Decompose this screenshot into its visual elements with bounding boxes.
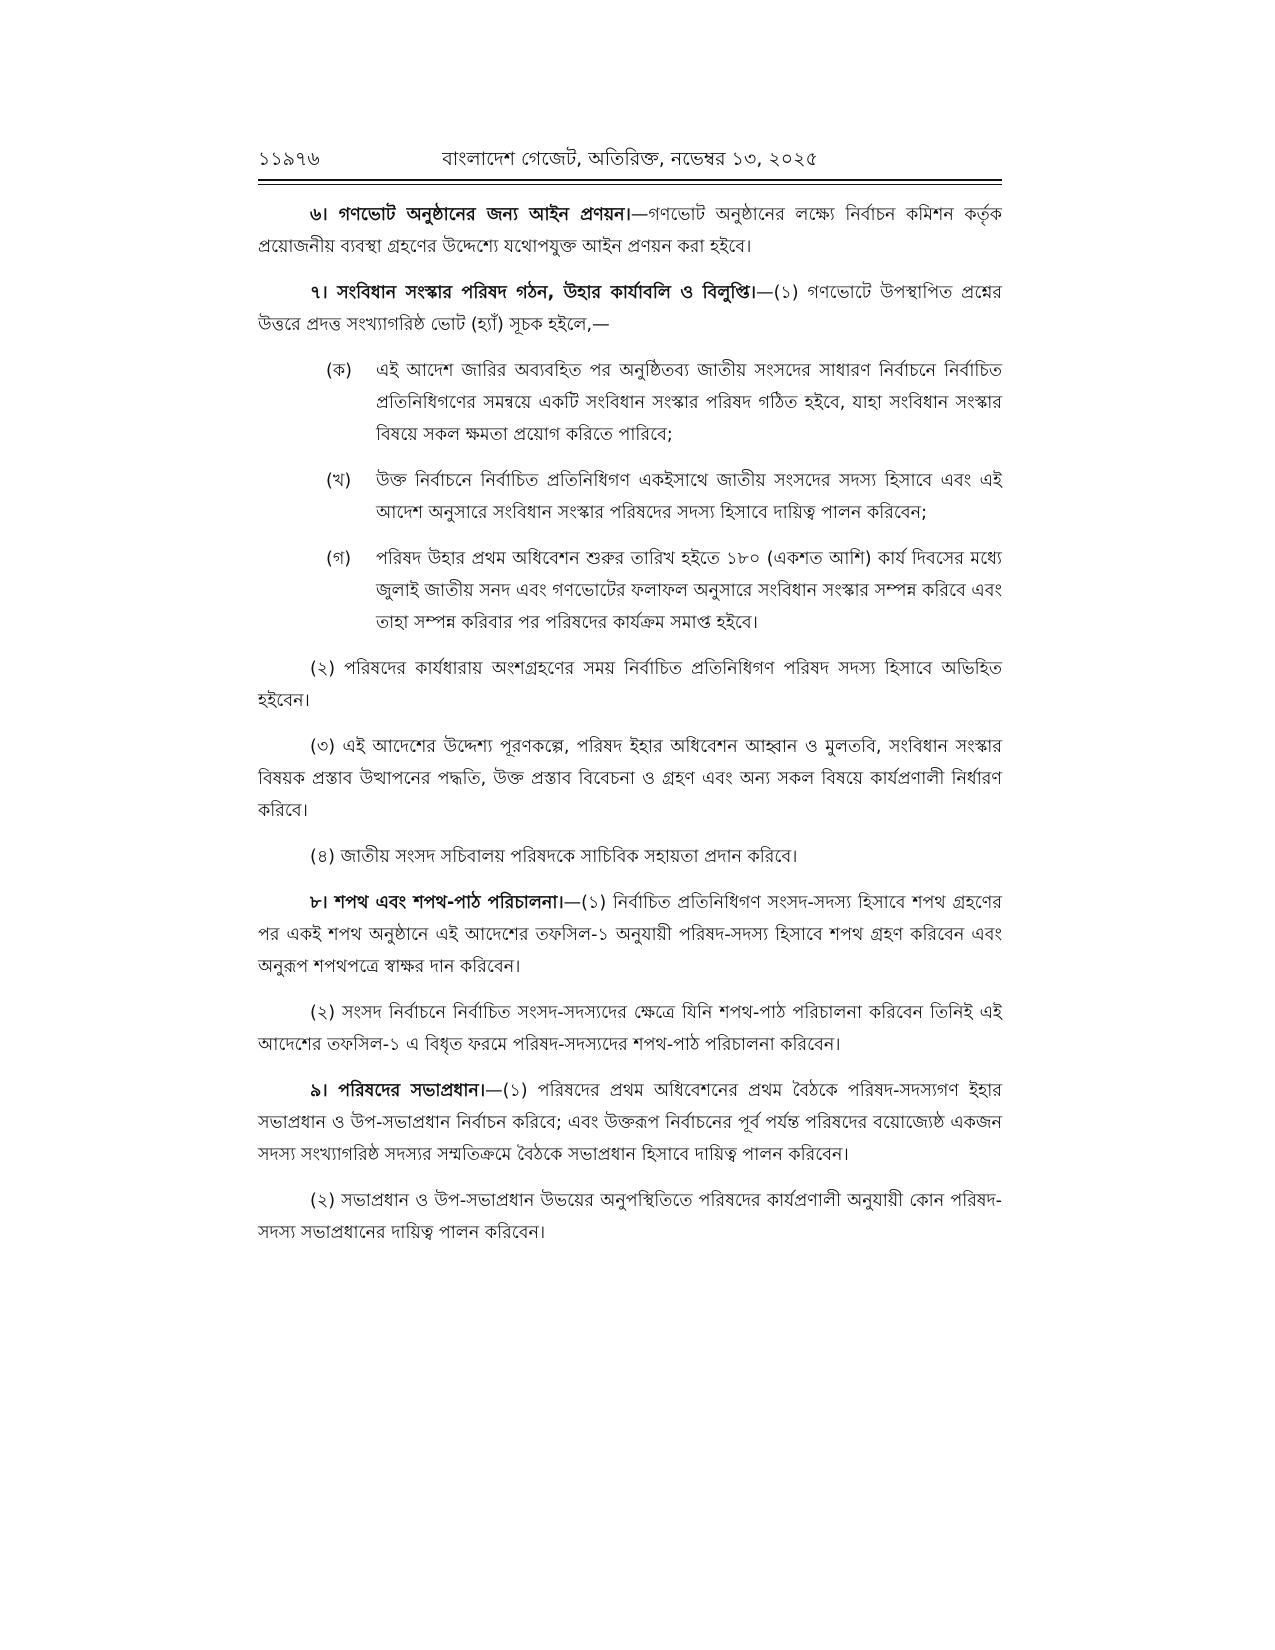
page-header [258,145,1002,175]
gazette-title: বাংলাদেশ গেজেট, অতিরিক্ত, নভেম্বর ১৩, ২০২৫ [442,148,818,170]
section-heading: ৯। পরিষদের সভাপ্রধান। [310,1081,486,1101]
clause-label: (ক) [326,361,352,381]
clause-item [258,543,1002,639]
clause-item [258,355,1002,451]
section-9 [258,1075,1002,1171]
header-rule-thin [258,184,1002,185]
clause-label: (খ) [326,471,352,491]
subsection: (২) পরিষদের কার্যধারায় অংশগ্রহণের সময় নির্বাচিত প্রতিনিধিগণ পরিষদ সদস্য হিসাবে অভিহিত হইবেন। [258,659,1002,711]
gazette-page [258,145,1002,1263]
subsection: (২) সভাপ্রধান ও উপ-সভাপ্রধান উভয়ের অনুপস্থিতিতে পরিষদের কার্যপ্রণালী অনুযায়ী কোন পরিষদ-সদস্য সভাপ্রধানের দায়িত্ব পালন করিবেন। [258,1191,1002,1243]
header-rule [258,179,1002,181]
section-text: —(১) গণভোটে উপস্থাপিত প্রশ্নের উত্তরে প্রদত্ত সংখ্যাগরিষ্ঠ ভোট (হ্যাঁ) সূচক হইলে,— [258,283,1002,335]
clause-item [258,465,1002,529]
clause-text: পরিষদ উহার প্রথম অধিবেশন শুরুর তারিখ হইতে ১৮০ (একশত আশি) কার্য দিবসের মধ্যে জুলাই জাতীয় সনদ এবং গণভোটের ফলাফল অনুসারে সংবিধান সংস্কার সম্পন্ন করিবে এবং তাহা সম্পন্ন করিবার পর পরিষদের কার্যক্রম সমাপ্ত হইবে। [376,549,1002,633]
section-text: —(১) পরিষদের প্রথম অধিবেশনের প্রথম বৈঠকে পরিষদ-সদস্যগণ ইহার সভাপ্রধান ও উপ-সভাপ্রধান নির্বাচন করিবে; এবং উক্তরূপ নির্বাচনের পূর্ব পর্যন্ত পরিষদের বয়োজ্যেষ্ঠ একজন সদস্য সংখ্যাগরিষ্ঠ সদস্যর সম্মতিক্রমে বৈঠকে সভাপ্রধান হিসাবে দায়িত্ব পালন করিবেন। [258,1081,1002,1165]
clause-text: উক্ত নির্বাচনে নির্বাচিত প্রতিনিধিগণ একইসাথে জাতীয় সংসদের সদস্য হিসাবে এবং এই আদেশ অনুসারে সংবিধান সংস্কার পরিষদের সদস্য হিসাবে দায়িত্ব পালন করিবেন; [376,471,1002,523]
subsection: (৩) এই আদেশের উদ্দেশ্য পূরণকল্পে, পরিষদ ইহার অধিবেশন আহ্বান ও মুলতবি, সংবিধান সংস্কার বিষয়ক প্রস্তাব উত্থাপনের পদ্ধতি, উক্ত প্রস্তাব বিবেচনা ও গ্রহণ এবং অন্য সকল বিষয়ে কার্যপ্রণালী নির্ধারণ করিবে। [258,737,1002,821]
section-heading: ৬। গণভোট অনুষ্ঠানের জন্য আইন প্রণয়ন। [310,205,631,225]
clause-text: এই আদেশ জারির অব্যবহিত পর অনুষ্ঠিতব্য জাতীয় সংসদের সাধারণ নির্বাচনে নির্বাচিত প্রতিনিধিগণের সমন্বয়ে একটি সংবিধান সংস্কার পরিষদ গঠিত হইবে, যাহা সংবিধান সংস্কার বিষয়ে সকল ক্ষমতা প্রয়োগ করিতে পারিবে; [376,361,1002,445]
subsection: (২) সংসদ নির্বাচনে নির্বাচিত সংসদ-সদস্যদের ক্ষেত্রে যিনি শপথ-পাঠ পরিচালনা করিবেন তিনিই এই আদেশের তফসিল-১ এ বিধৃত ফরমে পরিষদ-সদস্যদের শপথ-পাঠ পরিচালনা করিবেন। [258,1003,1002,1055]
document-body [258,199,1002,1249]
section-heading: ৮। শপথ এবং শপথ-পাঠ পরিচালনা। [310,893,564,913]
section-6 [258,199,1002,263]
page-number: ১১৯৭৬ [258,148,320,170]
section-heading: ৭। সংবিধান সংস্কার পরিষদ গঠন, উহার কার্যাবলি ও বিলুপ্তি। [310,283,757,303]
section-7 [258,277,1002,341]
clause-label: (গ) [326,549,352,569]
section-text: —গণভোট অনুষ্ঠানের লক্ষ্যে নির্বাচন কমিশন কর্তৃক প্রয়োজনীয় ব্যবস্থা গ্রহণের উদ্দেশ্যে যথোপযুক্ত আইন প্রণয়ন করা হইবে। [258,205,1002,257]
section-text: —(১) নির্বাচিত প্রতিনিধিগণ সংসদ-সদস্য হিসাবে শপথ গ্রহণের পর একই শপথ অনুষ্ঠানে এই আদেশের তফসিল-১ অনুযায়ী পরিষদ-সদস্য হিসাবে শপথ গ্রহণ করিবেন এবং অনুরূপ শপথপত্রে স্বাক্ষর দান করিবেন। [258,893,1002,977]
clause-list [258,355,1002,639]
subsection: (৪) জাতীয় সংসদ সচিবালয় পরিষদকে সাচিবিক সহায়তা প্রদান করিবে। [310,847,798,867]
section-8 [258,887,1002,983]
